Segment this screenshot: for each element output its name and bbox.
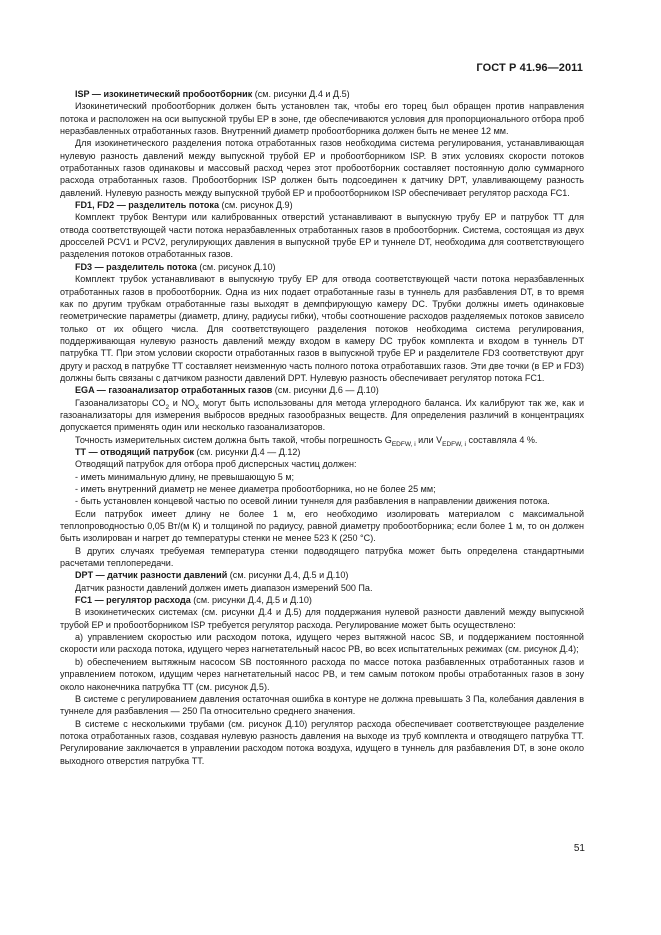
standard-header: ГОСТ Р 41.96—2011 <box>476 62 583 74</box>
heading-bold: DPT — датчик разности давлений <box>75 570 228 581</box>
list-item: а) управлением скоростью или расходом потока, идущего через вытяжной насос SB, и поддержанием постоянной скорости или расхода потока, идущего через нагнетательный насос PB, во всех испытательных режимах (см. рисунок Д.4); <box>60 632 584 655</box>
document-body <box>60 88 584 767</box>
subscript: EDFW, i <box>442 440 466 448</box>
heading-bold: FD3 — разделитель потока <box>75 261 197 272</box>
paragraph-accuracy <box>60 434 584 446</box>
text-run: могут быть использованы для метода углеродного баланса. Их калибруют так же, как и газоанализаторы для измерения выбросов вредных газообразных веществ. Для определения различий в концентрациях допускается применять один или несколько газоанализаторов. <box>60 397 584 433</box>
text-run: и NO <box>169 397 195 408</box>
heading-ref: (см. рисунки Д.4 — Д.12) <box>194 446 301 457</box>
list-item: - иметь внутренний диаметр не менее диаметра пробоотборника, но не более 25 мм; <box>75 484 436 494</box>
paragraph: В системе с несколькими трубами (см. рисунок Д.10) регулятор расхода обеспечивает соответствующее разделение потока отработанных газов, создавая нулевую разность давления на выходе из труб комплекта и отводящего патрубка TT. Регулирование заключается в управлении расходом потока воздуха, идущего в туннель для разбавления DT, в зоне около выходного отверстия патрубка TT. <box>60 718 584 766</box>
heading-bold: FD1, FD2 — разделитель потока <box>75 200 219 211</box>
heading-ref: (см. рисунок Д.9) <box>218 200 293 211</box>
list-item: b) обеспечением вытяжным насосом SB постоянного расхода по массе потока разбавленных отработанных газов и управлением потоком, идущим через нагнетательный насос PB, и тем самым потоком пробы отработанных газов в зону около наконечника патрубка TT (см. рисунок Д.5). <box>60 656 584 692</box>
subscript: EDFW, i <box>391 440 416 448</box>
heading-ref: (см. рисунки Д.6 — Д.10) <box>272 385 379 396</box>
paragraph: Для изокинетического разделения потока отработанных газов необходима система регулирования, устанавливающая нулевую разность давлений между выпускной трубой EP и пробоотборником ISP. В этих условиях скорости потоков отработанных газов одинаковы и массовый расход через этот пробоотборник составляет постоянную долю суммарного расхода отработанных газов. Пробоотборник ISP должен быть подсоединен к датчику DPT, улавливающему разность давлений. Нулевую разность между выпускной трубой EP и пробоотборником ISP обеспечивает регулятор расхода FC1. <box>60 138 584 198</box>
paragraph-gas-analyzers <box>60 397 584 434</box>
heading-ega <box>60 384 584 396</box>
heading-dpt <box>60 569 584 581</box>
text-run: Газоанализаторы CO <box>75 397 166 408</box>
text-run: Точность измерительных систем должна быть такой, чтобы погрешность G <box>75 434 392 445</box>
heading-ref: (см. рисунок Д.10) <box>196 261 276 272</box>
paragraph: Изокинетический пробоотборник должен быть установлен так, чтобы его торец был обращен против направления потока и расположен на оси выпускной трубы EP в зоне, где обеспечиваются условия для пропорционального отбора проб неразбавленных отработанных газов. Внутренний диаметр пробоотборника должен быть не менее 12 мм. <box>60 101 584 137</box>
heading-bold: ISP — изокинетический пробоотборник <box>75 89 253 99</box>
list-item: - иметь минимальную длину, не превышающую 5 м; <box>75 471 295 482</box>
paragraph: Если патрубок имеет длину не более 1 м, его необходимо изолировать материалом с максимальной теплопроводностью 0,05 Вт/(м К) и толщиной по радиусу, равной диаметру пробоотборника; если более 1 м, то он должен быть изолирован и нагрет до температуры стенки не менее 523 К (250 °С). <box>60 508 584 544</box>
paragraph: В изокинетических системах (см. рисунки Д.4 и Д.5) для поддержания нулевой разности давлений между выпускной трубой EP и пробоотборником ISP требуется регулятор расхода. Регулирование может быть осуществлено: <box>60 607 584 630</box>
heading-ref: (см. рисунки Д.4, Д.5 и Д.10) <box>227 570 349 581</box>
heading-ref: (см. рисунки Д.4 и Д.5) <box>252 89 350 99</box>
text-run: составляла 4 %. <box>465 434 538 445</box>
heading-isp <box>60 88 584 100</box>
heading-bold: TT — отводящий патрубок <box>75 446 195 457</box>
text-run: или V <box>415 434 443 445</box>
heading-fd3 <box>60 261 584 273</box>
heading-fc1 <box>60 594 584 606</box>
paragraph: Отводящий патрубок для отбора проб дисперсных частиц должен: <box>75 459 357 470</box>
paragraph: Комплект трубок Вентури или калиброванных отверстий устанавливают в выпускную трубу EP и патрубок TT для отвода соответствующей части потока неразбавленных отработанных газов в пробоотборник. Система, состоящая из двух дросселей PCV1 и PCV2, регулирующих давления в выпускной трубе EP и туннеле DT, необходима для соответствующего разделения потоков отработанных газов. <box>60 212 584 260</box>
paragraph: Комплект трубок устанавливают в выпускную трубу EP для отвода соответствующей части потока неразбавленных отработанных газов в пробоотборник. Одна из них подает отработанные газы в туннель для разбавления DT, в то время как по другим трубкам отработанные газы выходят в демпфирующую камеру DC. Трубки должны иметь одинаковые геометрические параметры (диаметр, длину, радиусы гибки), чтобы соотношение расходов разделяемых потоков зависело только от их общего числа. Для соответствующего разделения потоков необходима система регулирования, поддерживающая нулевую разность давлений между входом в камеру DC трубок комплекта и входом в туннель DT патрубка TT. При этом условии скорости отработанных газов в выпускной трубе EP и разделителе FD3 соответствуют друг другу и расход в патрубке TT составляет неизменную часть полного потока отработавших газов. Эти две точки (в EP и FD3) должны быть связаны с датчиком разности давлений DPT. Нулевую разность обеспечивает регулятор потока FC1. <box>60 274 584 383</box>
list-item: - быть установлен концевой частью по осевой линии туннеля для разбавления в направлении движения потока. <box>75 496 550 507</box>
paragraph: Датчик разности давлений должен иметь диапазон измерений 500 Па. <box>75 582 373 593</box>
subscript: 2 <box>165 403 170 411</box>
heading-bold: EGA — газоанализатор отработанных газов <box>75 385 273 396</box>
heading-tt <box>60 446 584 458</box>
paragraph: В системе с регулированием давления остаточная ошибка в контуре не должна превышать 3 Па, колебания давления в туннеле для разбавления — 250 Па относительно среднего значения. <box>60 693 584 717</box>
page-number: 51 <box>573 843 585 854</box>
subscript: X <box>194 403 200 411</box>
heading-bold: FC1 — регулятор расхода <box>75 595 191 606</box>
heading-ref: (см. рисунки Д.4, Д.5 и Д.10) <box>190 595 312 606</box>
heading-fd1-fd2 <box>60 199 584 211</box>
paragraph: В других случаях требуемая температура стенки подводящего патрубка может быть определена стандартными расчетами теплопередачи. <box>60 545 584 569</box>
